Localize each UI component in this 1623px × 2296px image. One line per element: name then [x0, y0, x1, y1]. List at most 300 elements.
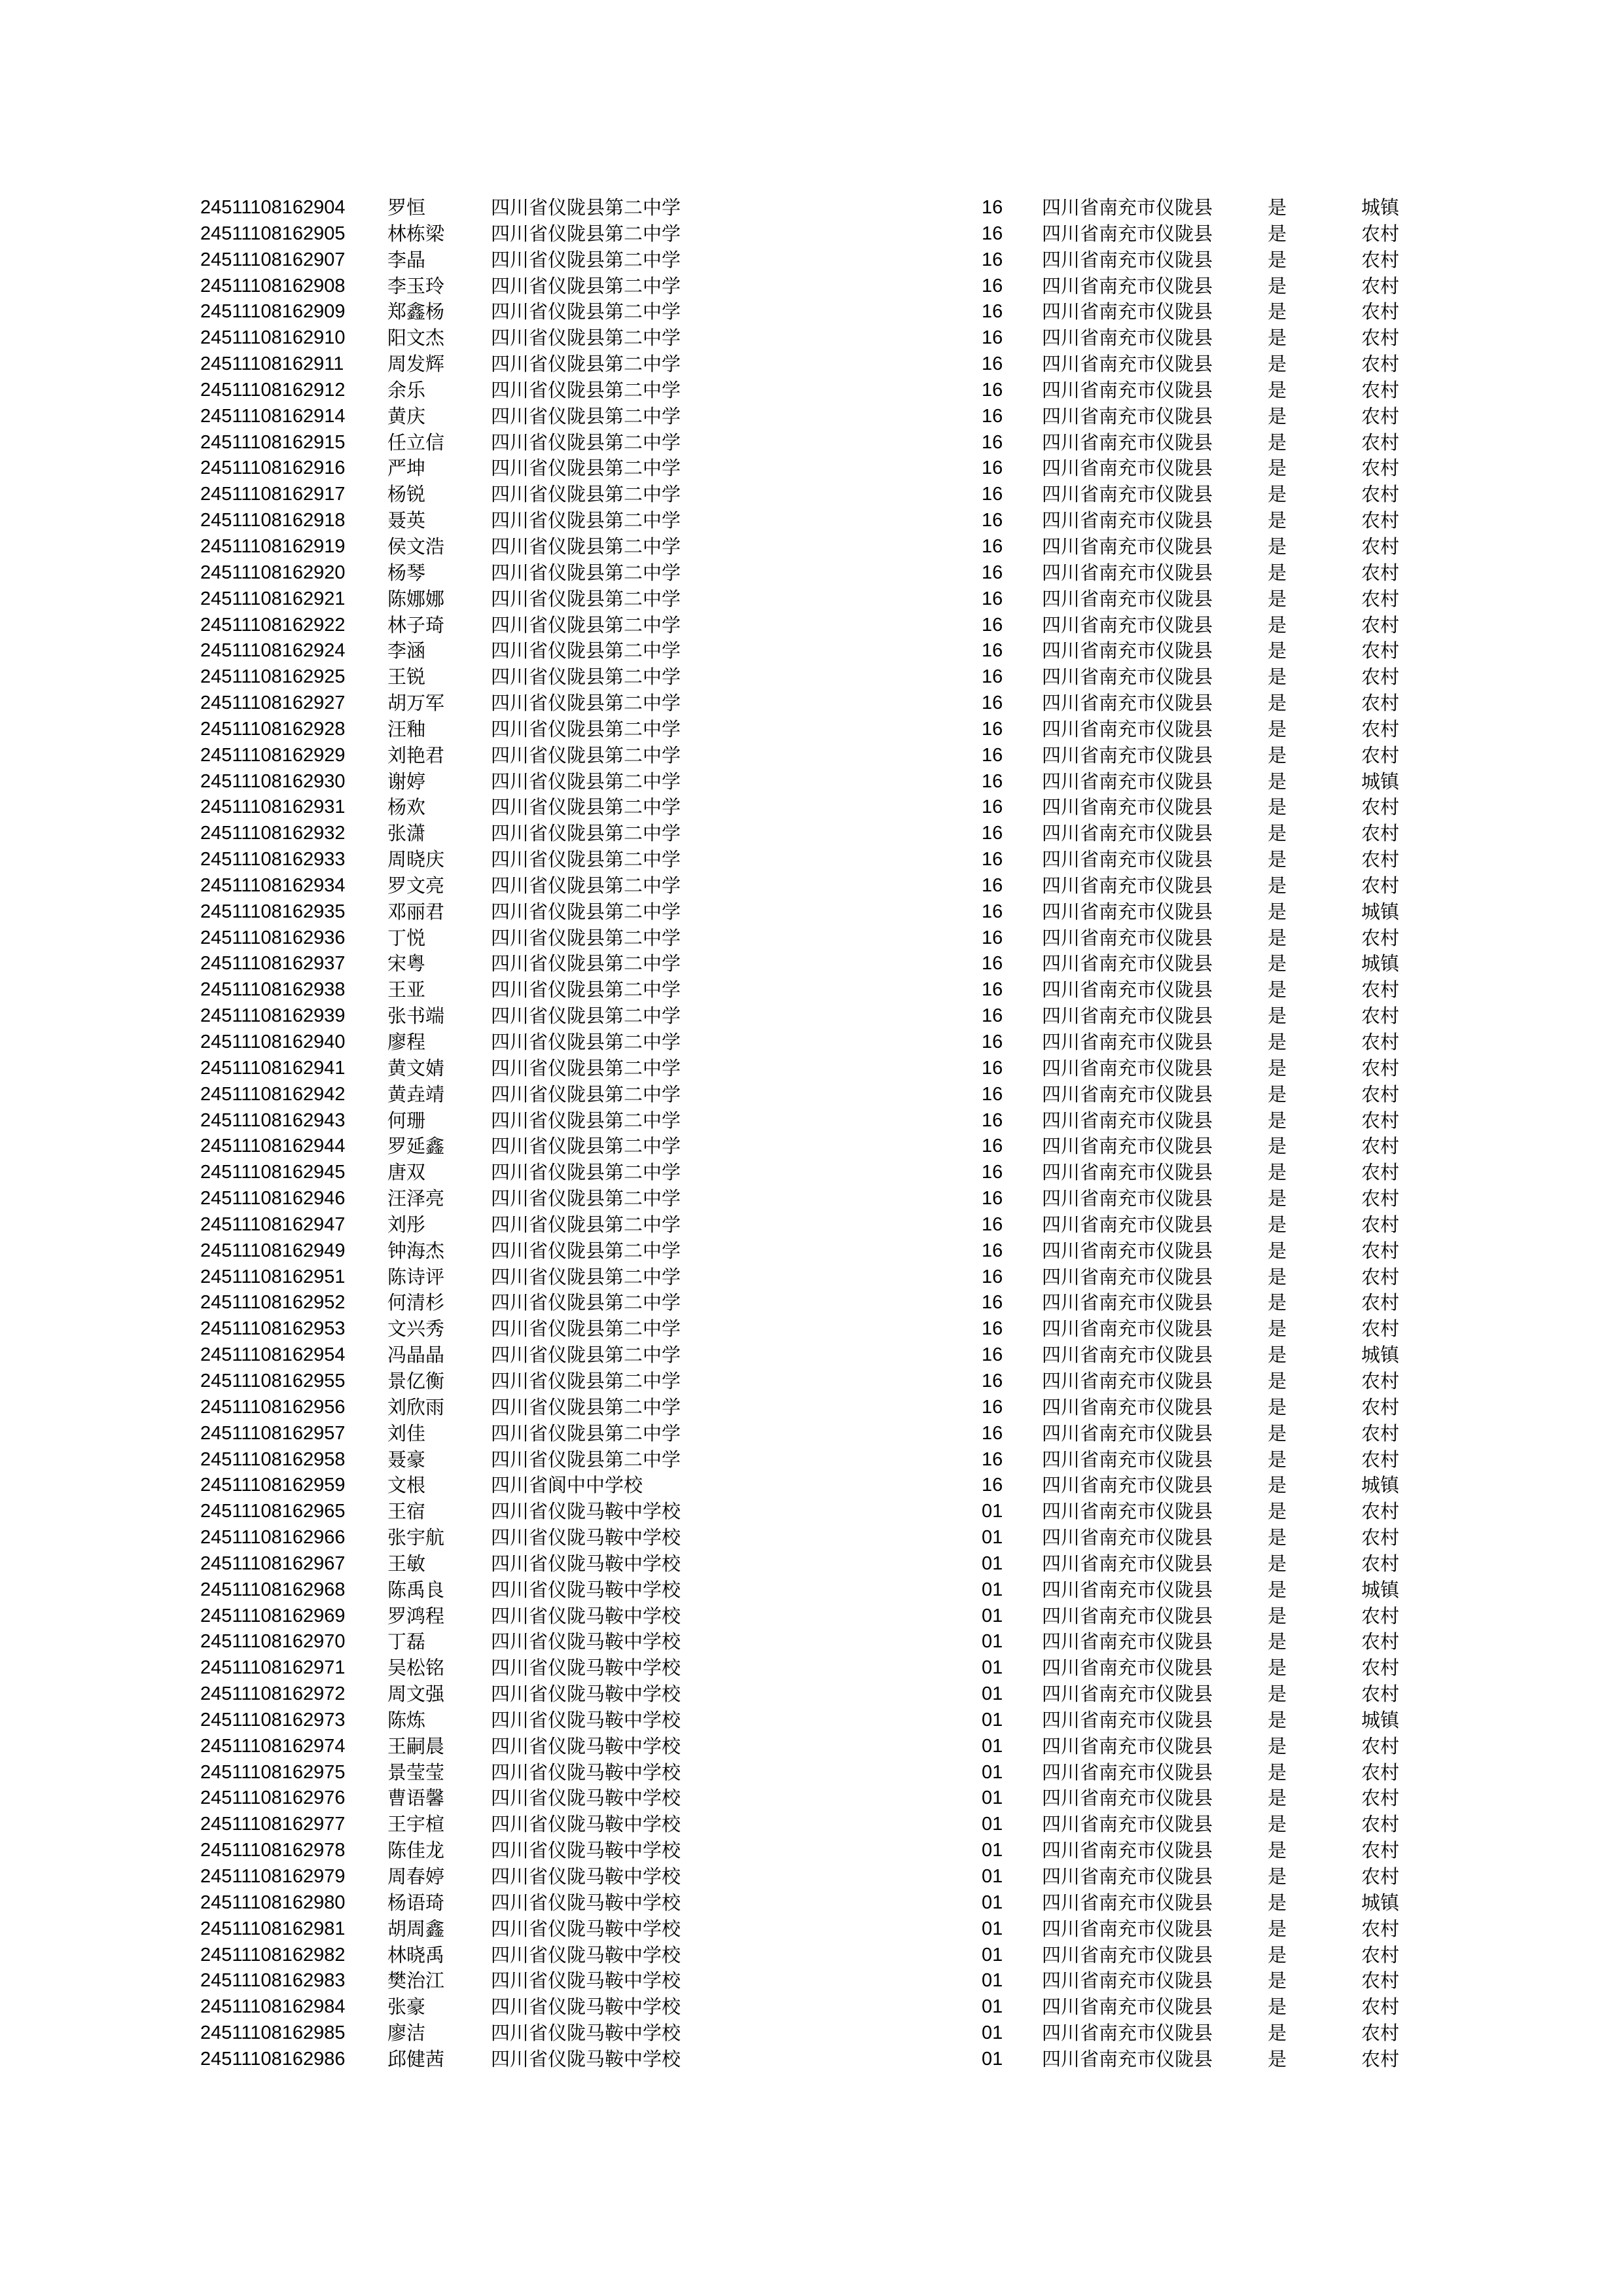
student-id-cell: 24511108162959 — [200, 1475, 346, 1496]
table-row — [200, 1186, 1420, 1212]
code-cell: 16 — [982, 431, 1003, 453]
student-name-cell: 吴松铭 — [387, 1657, 445, 1679]
student-id-cell: 24511108162975 — [200, 1761, 346, 1783]
table-row — [200, 1030, 1420, 1056]
student-name-cell: 张潇 — [387, 822, 426, 845]
student-id-cell: 24511108162980 — [200, 1892, 346, 1913]
region-cell: 四川省南充市仪陇县 — [1042, 1917, 1213, 1940]
flag-cell: 是 — [1268, 1657, 1287, 1679]
student-id-cell: 24511108162970 — [200, 1631, 346, 1653]
region-cell: 四川省南充市仪陇县 — [1042, 1578, 1213, 1601]
area-type-cell: 农村 — [1361, 639, 1400, 662]
area-type-cell: 农村 — [1361, 1865, 1400, 1888]
table-row — [200, 456, 1420, 482]
code-cell: 01 — [982, 1944, 1003, 1965]
area-type-cell: 农村 — [1361, 1135, 1400, 1158]
student-id-cell: 24511108162937 — [200, 953, 346, 975]
region-cell: 四川省南充市仪陇县 — [1042, 1943, 1213, 1966]
code-cell: 16 — [982, 1396, 1003, 1418]
school-cell: 四川省仪陇县第二中学 — [491, 509, 681, 532]
flag-cell: 是 — [1268, 1448, 1287, 1471]
table-row — [200, 1785, 1420, 1812]
area-type-cell: 农村 — [1361, 717, 1400, 740]
flag-cell: 是 — [1268, 1969, 1287, 1992]
region-cell: 四川省南充市仪陇县 — [1042, 300, 1213, 323]
region-cell: 四川省南充市仪陇县 — [1042, 822, 1213, 845]
table-row — [200, 691, 1420, 717]
student-id-cell: 24511108162907 — [200, 249, 346, 270]
region-cell: 四川省南充市仪陇县 — [1042, 1630, 1213, 1653]
school-cell: 四川省仪陇马鞍中学校 — [491, 1865, 681, 1888]
region-cell: 四川省南充市仪陇县 — [1042, 2022, 1213, 2045]
flag-cell: 是 — [1268, 1552, 1287, 1575]
flag-cell: 是 — [1268, 1187, 1287, 1210]
student-id-cell: 24511108162977 — [200, 1814, 346, 1835]
student-name-cell: 刘艳君 — [387, 744, 445, 766]
table-row — [200, 534, 1420, 560]
area-type-cell: 城镇 — [1361, 1708, 1400, 1731]
area-type-cell: 农村 — [1361, 1761, 1400, 1784]
student-name-cell: 邓丽君 — [387, 900, 445, 923]
student-name-cell: 林晓禹 — [387, 1943, 445, 1966]
region-cell: 四川省南充市仪陇县 — [1042, 1734, 1213, 1757]
area-type-cell: 城镇 — [1361, 1578, 1400, 1601]
school-cell: 四川省仪陇县第二中学 — [491, 952, 681, 975]
code-cell: 16 — [982, 1188, 1003, 1210]
code-cell: 16 — [982, 666, 1003, 688]
code-cell: 16 — [982, 1370, 1003, 1391]
table-row — [200, 1290, 1420, 1316]
area-type-cell: 农村 — [1361, 353, 1400, 376]
region-cell: 四川省南充市仪陇县 — [1042, 874, 1213, 897]
area-type-cell: 农村 — [1361, 1657, 1400, 1679]
table-row — [200, 925, 1420, 952]
student-name-cell: 王锐 — [387, 666, 426, 689]
student-name-cell: 胡周鑫 — [387, 1917, 445, 1940]
flag-cell: 是 — [1268, 1604, 1287, 1627]
student-id-cell: 24511108162957 — [200, 1422, 346, 1444]
school-cell: 四川省仪陇县第二中学 — [491, 692, 681, 715]
school-cell: 四川省仪陇县第二中学 — [491, 796, 681, 819]
flag-cell: 是 — [1268, 587, 1287, 610]
student-id-cell: 24511108162904 — [200, 197, 346, 218]
flag-cell: 是 — [1268, 404, 1287, 427]
flag-cell: 是 — [1268, 978, 1287, 1001]
area-type-cell: 农村 — [1361, 1683, 1400, 1706]
table-row — [200, 717, 1420, 743]
student-name-cell: 周文强 — [387, 1683, 445, 1706]
table-row — [200, 1629, 1420, 1655]
school-cell: 四川省仪陇县第二中学 — [491, 1448, 681, 1471]
school-cell: 四川省仪陇县第二中学 — [491, 1213, 681, 1236]
area-type-cell: 农村 — [1361, 744, 1400, 766]
area-type-cell: 城镇 — [1361, 1474, 1400, 1497]
school-cell: 四川省仪陇马鞍中学校 — [491, 1996, 681, 2018]
region-cell: 四川省南充市仪陇县 — [1042, 1056, 1213, 1079]
area-type-cell: 农村 — [1361, 926, 1400, 949]
table-row — [200, 247, 1420, 274]
student-id-cell: 24511108162943 — [200, 1109, 346, 1131]
student-name-cell: 丁悦 — [387, 926, 426, 949]
school-cell: 四川省阆中中学校 — [491, 1474, 643, 1497]
area-type-cell: 城镇 — [1361, 1891, 1400, 1914]
region-cell: 四川省南充市仪陇县 — [1042, 561, 1213, 584]
region-cell: 四川省南充市仪陇县 — [1042, 535, 1213, 558]
code-cell: 01 — [982, 1657, 1003, 1679]
table-row — [200, 847, 1420, 873]
student-id-cell: 24511108162938 — [200, 979, 346, 1001]
code-cell: 16 — [982, 510, 1003, 531]
table-row — [200, 1681, 1420, 1708]
code-cell: 16 — [982, 823, 1003, 844]
region-cell: 四川省南充市仪陇县 — [1042, 1969, 1213, 1992]
area-type-cell: 农村 — [1361, 1734, 1400, 1757]
flag-cell: 是 — [1268, 222, 1287, 245]
school-cell: 四川省仪陇县第二中学 — [491, 874, 681, 897]
area-type-cell: 农村 — [1361, 483, 1400, 506]
flag-cell: 是 — [1268, 1917, 1287, 1940]
student-name-cell: 周发辉 — [387, 353, 445, 376]
code-cell: 16 — [982, 379, 1003, 401]
area-type-cell: 农村 — [1361, 874, 1400, 897]
student-name-cell: 王宇楦 — [387, 1813, 445, 1836]
table-row — [200, 1499, 1420, 1525]
school-cell: 四川省仪陇县第二中学 — [491, 248, 681, 271]
region-cell: 四川省南充市仪陇县 — [1042, 717, 1213, 740]
school-cell: 四川省仪陇县第二中学 — [491, 1135, 681, 1158]
table-row — [200, 221, 1420, 247]
school-cell: 四川省仪陇县第二中学 — [491, 483, 681, 506]
student-name-cell: 张宇航 — [387, 1526, 445, 1549]
code-cell: 16 — [982, 457, 1003, 479]
student-name-cell: 丁磊 — [387, 1630, 426, 1653]
table-row — [200, 1212, 1420, 1238]
school-cell: 四川省仪陇县第二中学 — [491, 457, 681, 480]
student-id-cell: 24511108162973 — [200, 1709, 346, 1731]
code-cell: 01 — [982, 1527, 1003, 1549]
student-id-cell: 24511108162935 — [200, 901, 346, 922]
table-row — [200, 378, 1420, 404]
student-id-cell: 24511108162922 — [200, 614, 346, 636]
area-type-cell: 农村 — [1361, 822, 1400, 845]
code-cell: 16 — [982, 718, 1003, 740]
student-id-cell: 24511108162945 — [200, 1162, 346, 1183]
region-cell: 四川省南充市仪陇县 — [1042, 196, 1213, 219]
code-cell: 01 — [982, 1709, 1003, 1731]
student-name-cell: 周春婷 — [387, 1865, 445, 1888]
student-id-cell: 24511108162944 — [200, 1136, 346, 1157]
flag-cell: 是 — [1268, 196, 1287, 219]
table-row — [200, 743, 1420, 769]
flag-cell: 是 — [1268, 952, 1287, 975]
flag-cell: 是 — [1268, 1344, 1287, 1367]
student-id-cell: 24511108162952 — [200, 1292, 346, 1314]
student-id-cell: 24511108162956 — [200, 1396, 346, 1418]
student-id-cell: 24511108162927 — [200, 692, 346, 714]
school-cell: 四川省仪陇县第二中学 — [491, 1083, 681, 1105]
table-row — [200, 404, 1420, 430]
area-type-cell: 农村 — [1361, 1526, 1400, 1549]
region-cell: 四川省南充市仪陇县 — [1042, 1083, 1213, 1105]
school-cell: 四川省仪陇县第二中学 — [491, 222, 681, 245]
flag-cell: 是 — [1268, 1578, 1287, 1601]
student-id-cell: 24511108162968 — [200, 1579, 346, 1600]
region-cell: 四川省南充市仪陇县 — [1042, 222, 1213, 245]
area-type-cell: 农村 — [1361, 509, 1400, 532]
school-cell: 四川省仪陇马鞍中学校 — [491, 1500, 681, 1523]
region-cell: 四川省南充市仪陇县 — [1042, 1552, 1213, 1575]
area-type-cell: 农村 — [1361, 1239, 1400, 1262]
school-cell: 四川省仪陇县第二中学 — [491, 561, 681, 584]
school-cell: 四川省仪陇县第二中学 — [491, 1291, 681, 1314]
code-cell: 16 — [982, 1005, 1003, 1027]
area-type-cell: 农村 — [1361, 274, 1400, 297]
table-row — [200, 821, 1420, 847]
school-cell: 四川省仪陇县第二中学 — [491, 1031, 681, 1053]
region-cell: 四川省南充市仪陇县 — [1042, 483, 1213, 506]
region-cell: 四川省南充市仪陇县 — [1042, 952, 1213, 975]
student-name-cell: 郑鑫杨 — [387, 300, 445, 323]
student-id-cell: 24511108162954 — [200, 1344, 346, 1366]
student-name-cell: 聂豪 — [387, 1448, 426, 1471]
student-id-cell: 24511108162925 — [200, 666, 346, 688]
area-type-cell: 农村 — [1361, 300, 1400, 323]
code-cell: 16 — [982, 223, 1003, 244]
flag-cell: 是 — [1268, 1630, 1287, 1653]
student-name-cell: 刘欣雨 — [387, 1395, 445, 1418]
school-cell: 四川省仪陇县第二中学 — [491, 431, 681, 454]
area-type-cell: 城镇 — [1361, 1344, 1400, 1367]
region-cell: 四川省南充市仪陇县 — [1042, 1369, 1213, 1392]
student-id-cell: 24511108162979 — [200, 1866, 346, 1887]
flag-cell: 是 — [1268, 666, 1287, 689]
flag-cell: 是 — [1268, 1708, 1287, 1731]
code-cell: 16 — [982, 249, 1003, 270]
table-row — [200, 1134, 1420, 1160]
student-id-cell: 24511108162976 — [200, 1787, 346, 1809]
region-cell: 四川省南充市仪陇县 — [1042, 796, 1213, 819]
table-row — [200, 1369, 1420, 1395]
code-cell: 01 — [982, 2048, 1003, 2070]
flag-cell: 是 — [1268, 1031, 1287, 1053]
student-name-cell: 陈娜娜 — [387, 587, 445, 610]
student-name-cell: 王亚 — [387, 978, 426, 1001]
student-id-cell: 24511108162986 — [200, 2048, 346, 2070]
table-row — [200, 1708, 1420, 1734]
school-cell: 四川省仪陇县第二中学 — [491, 1187, 681, 1210]
school-cell: 四川省仪陇马鞍中学校 — [491, 1761, 681, 1784]
student-id-cell: 24511108162946 — [200, 1188, 346, 1210]
code-cell: 16 — [982, 1475, 1003, 1496]
code-cell: 16 — [982, 562, 1003, 583]
code-cell: 16 — [982, 197, 1003, 218]
table-row — [200, 351, 1420, 378]
region-cell: 四川省南充市仪陇县 — [1042, 1135, 1213, 1158]
school-cell: 四川省仪陇县第二中学 — [491, 900, 681, 923]
table-row — [200, 1812, 1420, 1838]
flag-cell: 是 — [1268, 796, 1287, 819]
student-name-cell: 李晶 — [387, 248, 426, 271]
student-id-cell: 24511108162918 — [200, 510, 346, 531]
region-cell: 四川省南充市仪陇县 — [1042, 1109, 1213, 1132]
flag-cell: 是 — [1268, 248, 1287, 271]
student-name-cell: 王宿 — [387, 1500, 426, 1523]
area-type-cell: 农村 — [1361, 1213, 1400, 1236]
code-cell: 16 — [982, 640, 1003, 662]
table-row — [200, 2020, 1420, 2047]
student-id-cell: 24511108162921 — [200, 588, 346, 609]
area-type-cell: 农村 — [1361, 1943, 1400, 1966]
region-cell: 四川省南充市仪陇县 — [1042, 1265, 1213, 1288]
student-id-cell: 24511108162971 — [200, 1657, 346, 1679]
student-name-cell: 唐双 — [387, 1161, 426, 1184]
student-name-cell: 王嗣晨 — [387, 1734, 445, 1757]
area-type-cell: 农村 — [1361, 535, 1400, 558]
code-cell: 16 — [982, 405, 1003, 427]
school-cell: 四川省仪陇县第二中学 — [491, 1161, 681, 1184]
student-name-cell: 胡万军 — [387, 692, 445, 715]
student-name-cell: 黄垚靖 — [387, 1083, 445, 1105]
table-row — [200, 195, 1420, 221]
school-cell: 四川省仪陇马鞍中学校 — [491, 1604, 681, 1627]
student-name-cell: 杨欢 — [387, 796, 426, 819]
school-cell: 四川省仪陇县第二中学 — [491, 1344, 681, 1367]
area-type-cell: 农村 — [1361, 1083, 1400, 1105]
table-row — [200, 299, 1420, 325]
area-type-cell: 农村 — [1361, 222, 1400, 245]
student-name-cell: 景亿衡 — [387, 1369, 445, 1392]
student-id-cell: 24511108162905 — [200, 223, 346, 244]
student-id-cell: 24511108162966 — [200, 1527, 346, 1549]
region-cell: 四川省南充市仪陇县 — [1042, 457, 1213, 480]
code-cell: 01 — [982, 1501, 1003, 1522]
table-row — [200, 951, 1420, 977]
student-id-cell: 24511108162930 — [200, 770, 346, 792]
student-name-cell: 谢婷 — [387, 770, 426, 793]
code-cell: 16 — [982, 979, 1003, 1001]
student-name-cell: 邱健茜 — [387, 2047, 445, 2070]
flag-cell: 是 — [1268, 431, 1287, 454]
student-name-cell: 刘彤 — [387, 1213, 426, 1236]
flag-cell: 是 — [1268, 848, 1287, 871]
flag-cell: 是 — [1268, 2022, 1287, 2045]
flag-cell: 是 — [1268, 1135, 1287, 1158]
code-cell: 16 — [982, 1344, 1003, 1366]
area-type-cell: 城镇 — [1361, 900, 1400, 923]
region-cell: 四川省南充市仪陇县 — [1042, 1161, 1213, 1184]
code-cell: 01 — [982, 1996, 1003, 2018]
table-row — [200, 1838, 1420, 1864]
code-cell: 16 — [982, 1448, 1003, 1470]
flag-cell: 是 — [1268, 1369, 1287, 1392]
student-id-cell: 24511108162929 — [200, 744, 346, 766]
region-cell: 四川省南充市仪陇县 — [1042, 353, 1213, 376]
area-type-cell: 农村 — [1361, 1813, 1400, 1836]
flag-cell: 是 — [1268, 717, 1287, 740]
flag-cell: 是 — [1268, 744, 1287, 766]
code-cell: 16 — [982, 275, 1003, 296]
flag-cell: 是 — [1268, 1891, 1287, 1914]
region-cell: 四川省南充市仪陇县 — [1042, 1474, 1213, 1497]
region-cell: 四川省南充市仪陇县 — [1042, 978, 1213, 1001]
flag-cell: 是 — [1268, 1761, 1287, 1784]
school-cell: 四川省仪陇县第二中学 — [491, 666, 681, 689]
table-row — [200, 1760, 1420, 1786]
school-cell: 四川省仪陇县第二中学 — [491, 1422, 681, 1444]
student-id-cell: 24511108162936 — [200, 927, 346, 948]
school-cell: 四川省仪陇马鞍中学校 — [491, 1943, 681, 1966]
region-cell: 四川省南充市仪陇县 — [1042, 1891, 1213, 1914]
area-type-cell: 农村 — [1361, 1187, 1400, 1210]
student-id-cell: 24511108162983 — [200, 1970, 346, 1992]
flag-cell: 是 — [1268, 561, 1287, 584]
student-id-cell: 24511108162924 — [200, 640, 346, 662]
flag-cell: 是 — [1268, 274, 1287, 297]
flag-cell: 是 — [1268, 1526, 1287, 1549]
school-cell: 四川省仪陇县第二中学 — [491, 1395, 681, 1418]
table-row — [200, 1316, 1420, 1342]
flag-cell: 是 — [1268, 1291, 1287, 1314]
flag-cell: 是 — [1268, 1265, 1287, 1288]
student-name-cell: 侯文浩 — [387, 535, 445, 558]
code-cell: 16 — [982, 484, 1003, 505]
student-id-cell: 24511108162910 — [200, 327, 346, 349]
code-cell: 16 — [982, 588, 1003, 609]
region-cell: 四川省南充市仪陇县 — [1042, 587, 1213, 610]
table-row — [200, 1551, 1420, 1577]
code-cell: 01 — [982, 1579, 1003, 1600]
area-type-cell: 农村 — [1361, 1422, 1400, 1444]
code-cell: 16 — [982, 1136, 1003, 1157]
code-cell: 16 — [982, 1213, 1003, 1235]
code-cell: 16 — [982, 1057, 1003, 1079]
student-name-cell: 钟海杰 — [387, 1239, 445, 1262]
flag-cell: 是 — [1268, 1005, 1287, 1028]
area-type-cell: 农村 — [1361, 1839, 1400, 1862]
area-type-cell: 农村 — [1361, 978, 1400, 1001]
flag-cell: 是 — [1268, 535, 1287, 558]
school-cell: 四川省仪陇马鞍中学校 — [491, 1552, 681, 1575]
school-cell: 四川省仪陇马鞍中学校 — [491, 1917, 681, 1940]
code-cell: 16 — [982, 1031, 1003, 1052]
code-cell: 01 — [982, 1970, 1003, 1992]
flag-cell: 是 — [1268, 1109, 1287, 1132]
student-id-cell: 24511108162933 — [200, 849, 346, 870]
student-name-cell: 聂英 — [387, 509, 426, 532]
flag-cell: 是 — [1268, 353, 1287, 376]
student-name-cell: 黄庆 — [387, 404, 426, 427]
area-type-cell: 农村 — [1361, 1161, 1400, 1184]
region-cell: 四川省南充市仪陇县 — [1042, 1813, 1213, 1836]
area-type-cell: 农村 — [1361, 1552, 1400, 1575]
table-row — [200, 873, 1420, 899]
table-row — [200, 1160, 1420, 1186]
code-cell: 16 — [982, 1083, 1003, 1105]
code-cell: 01 — [982, 2022, 1003, 2044]
table-row — [200, 613, 1420, 639]
flag-cell: 是 — [1268, 1865, 1287, 1888]
flag-cell: 是 — [1268, 1239, 1287, 1262]
school-cell: 四川省仪陇县第二中学 — [491, 535, 681, 558]
school-cell: 四川省仪陇县第二中学 — [491, 300, 681, 323]
student-name-cell: 王敏 — [387, 1552, 426, 1575]
student-id-cell: 24511108162985 — [200, 2022, 346, 2044]
student-id-cell: 24511108162982 — [200, 1944, 346, 1965]
table-row — [200, 1056, 1420, 1082]
area-type-cell: 农村 — [1361, 561, 1400, 584]
student-name-cell: 林子琦 — [387, 613, 445, 636]
student-name-cell: 陈佳龙 — [387, 1839, 445, 1862]
